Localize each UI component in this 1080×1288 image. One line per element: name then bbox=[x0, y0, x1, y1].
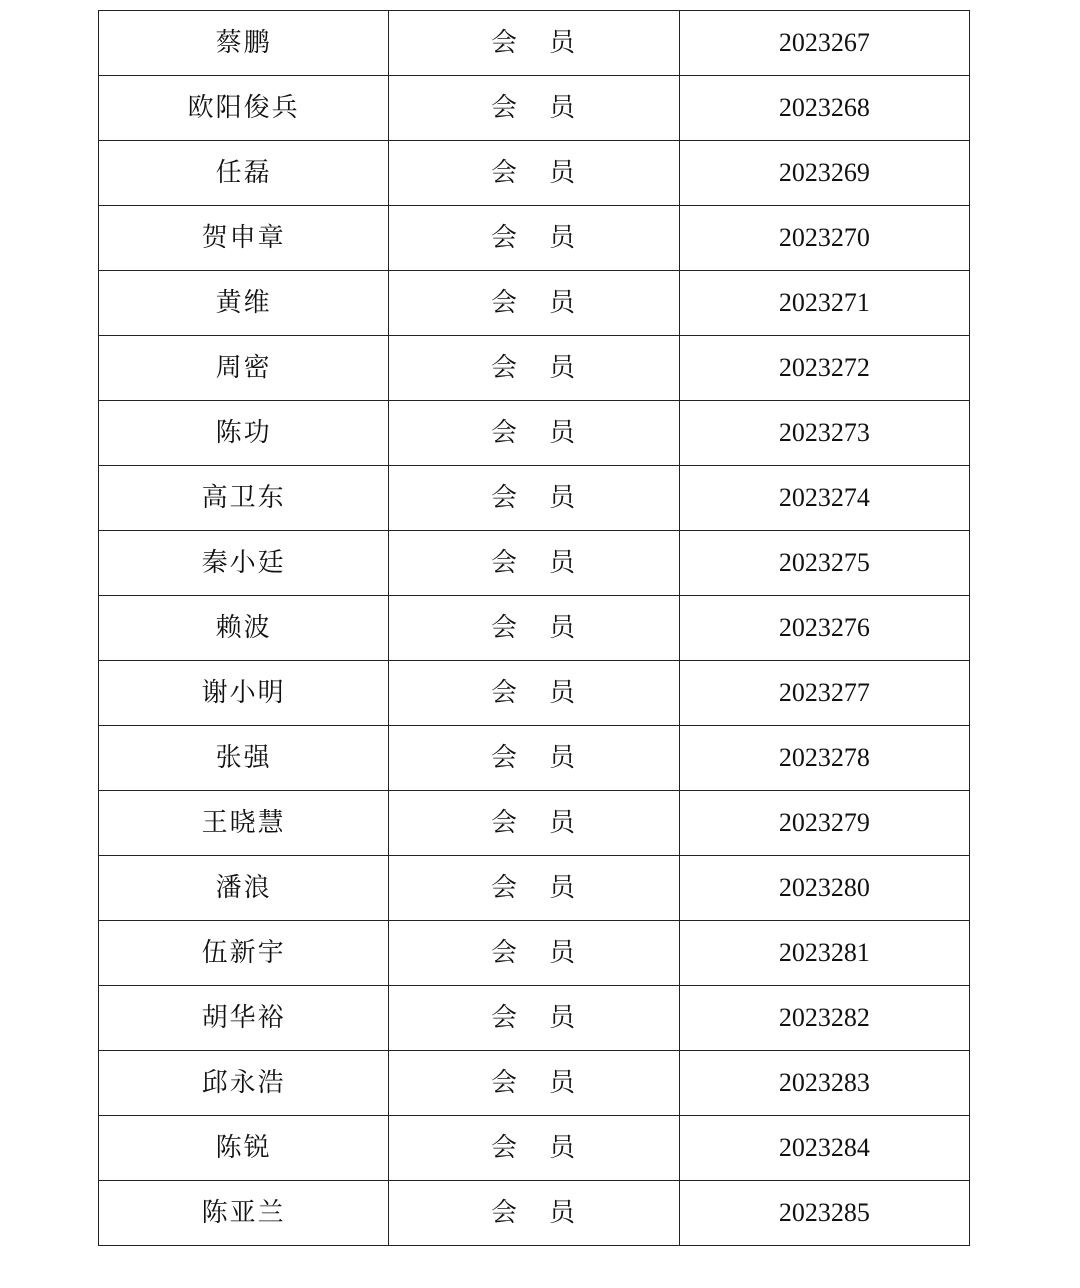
member-role-cell bbox=[389, 1181, 679, 1246]
member-id-cell: 2023268 bbox=[679, 76, 969, 141]
member-name-cell: 伍新宇 bbox=[99, 921, 389, 986]
member-role-char: 员 bbox=[548, 873, 577, 903]
member-role-char: 会 bbox=[490, 548, 519, 578]
member-name-cell: 高卫东 bbox=[99, 466, 389, 531]
member-name-cell: 胡华裕 bbox=[99, 986, 389, 1051]
table-row bbox=[99, 726, 970, 791]
member-id-cell: 2023281 bbox=[679, 921, 969, 986]
member-role-char: 会 bbox=[490, 678, 519, 708]
member-role-char: 员 bbox=[548, 418, 577, 448]
member-role-char: 员 bbox=[548, 28, 577, 58]
table-row bbox=[99, 1181, 970, 1246]
member-role-char: 员 bbox=[548, 1133, 577, 1163]
member-role-cell bbox=[389, 11, 679, 76]
member-role-char: 会 bbox=[490, 613, 519, 643]
member-role-cell bbox=[389, 856, 679, 921]
member-name-cell: 邱永浩 bbox=[99, 1051, 389, 1116]
member-role-char: 员 bbox=[548, 1003, 577, 1033]
table-row bbox=[99, 1116, 970, 1181]
member-role-char: 会 bbox=[490, 223, 519, 253]
table-row bbox=[99, 141, 970, 206]
member-name-cell: 蔡鹏 bbox=[99, 11, 389, 76]
member-role-char: 员 bbox=[548, 223, 577, 253]
member-name-cell: 谢小明 bbox=[99, 661, 389, 726]
table-row bbox=[99, 1051, 970, 1116]
table-row bbox=[99, 661, 970, 726]
member-role-cell bbox=[389, 791, 679, 856]
member-role-char: 员 bbox=[548, 548, 577, 578]
table-row bbox=[99, 856, 970, 921]
member-role-char: 员 bbox=[548, 1068, 577, 1098]
member-name-cell: 陈锐 bbox=[99, 1116, 389, 1181]
member-role-char: 员 bbox=[548, 158, 577, 188]
member-role-cell bbox=[389, 336, 679, 401]
member-role-char: 员 bbox=[548, 678, 577, 708]
member-table bbox=[98, 10, 970, 1246]
member-role-char: 会 bbox=[490, 808, 519, 838]
member-role-cell bbox=[389, 466, 679, 531]
member-name-cell: 黄维 bbox=[99, 271, 389, 336]
member-role-cell bbox=[389, 596, 679, 661]
member-id-cell: 2023283 bbox=[679, 1051, 969, 1116]
member-id-cell: 2023271 bbox=[679, 271, 969, 336]
member-id-cell: 2023273 bbox=[679, 401, 969, 466]
table-row bbox=[99, 76, 970, 141]
member-id-cell: 2023267 bbox=[679, 11, 969, 76]
member-role-char: 会 bbox=[490, 1068, 519, 1098]
member-role-char: 员 bbox=[548, 483, 577, 513]
member-id-cell: 2023274 bbox=[679, 466, 969, 531]
member-role-cell bbox=[389, 141, 679, 206]
member-id-cell: 2023279 bbox=[679, 791, 969, 856]
member-role-char: 会 bbox=[490, 1003, 519, 1033]
table-row bbox=[99, 336, 970, 401]
member-role-char: 会 bbox=[490, 1198, 519, 1228]
member-name-cell: 秦小廷 bbox=[99, 531, 389, 596]
member-name-cell: 任磊 bbox=[99, 141, 389, 206]
member-role-char: 员 bbox=[548, 808, 577, 838]
member-table-body bbox=[99, 11, 970, 1246]
member-name-cell: 欧阳俊兵 bbox=[99, 76, 389, 141]
member-role-char: 会 bbox=[490, 353, 519, 383]
member-role-cell bbox=[389, 206, 679, 271]
member-role-char: 会 bbox=[490, 483, 519, 513]
member-id-cell: 2023276 bbox=[679, 596, 969, 661]
member-id-cell: 2023269 bbox=[679, 141, 969, 206]
member-name-cell: 陈功 bbox=[99, 401, 389, 466]
member-role-char: 员 bbox=[548, 1198, 577, 1228]
member-role-char: 员 bbox=[548, 93, 577, 123]
table-row bbox=[99, 921, 970, 986]
member-role-char: 会 bbox=[490, 873, 519, 903]
member-id-cell: 2023275 bbox=[679, 531, 969, 596]
table-row bbox=[99, 596, 970, 661]
member-role-char: 会 bbox=[490, 93, 519, 123]
member-id-cell: 2023272 bbox=[679, 336, 969, 401]
member-role-cell bbox=[389, 1051, 679, 1116]
member-role-char: 会 bbox=[490, 1133, 519, 1163]
member-role-char: 员 bbox=[548, 743, 577, 773]
member-name-cell: 潘浪 bbox=[99, 856, 389, 921]
member-id-cell: 2023282 bbox=[679, 986, 969, 1051]
member-role-char: 会 bbox=[490, 938, 519, 968]
table-row bbox=[99, 271, 970, 336]
member-role-cell bbox=[389, 531, 679, 596]
member-name-cell: 王晓慧 bbox=[99, 791, 389, 856]
member-id-cell: 2023280 bbox=[679, 856, 969, 921]
table-row bbox=[99, 791, 970, 856]
member-name-cell: 陈亚兰 bbox=[99, 1181, 389, 1246]
member-role-cell bbox=[389, 76, 679, 141]
member-role-char: 会 bbox=[490, 158, 519, 188]
member-id-cell: 2023285 bbox=[679, 1181, 969, 1246]
table-row bbox=[99, 531, 970, 596]
table-row bbox=[99, 11, 970, 76]
member-role-char: 会 bbox=[490, 743, 519, 773]
table-row bbox=[99, 206, 970, 271]
member-name-cell: 周密 bbox=[99, 336, 389, 401]
member-role-cell bbox=[389, 661, 679, 726]
table-row bbox=[99, 466, 970, 531]
member-name-cell: 赖波 bbox=[99, 596, 389, 661]
member-role-cell bbox=[389, 726, 679, 791]
member-role-cell bbox=[389, 271, 679, 336]
member-role-cell bbox=[389, 1116, 679, 1181]
table-row bbox=[99, 401, 970, 466]
member-name-cell: 张强 bbox=[99, 726, 389, 791]
member-role-cell bbox=[389, 921, 679, 986]
member-role-char: 会 bbox=[490, 288, 519, 318]
table-row bbox=[99, 986, 970, 1051]
member-role-char: 会 bbox=[490, 418, 519, 448]
member-id-cell: 2023277 bbox=[679, 661, 969, 726]
member-role-char: 员 bbox=[548, 613, 577, 643]
member-id-cell: 2023278 bbox=[679, 726, 969, 791]
member-role-cell bbox=[389, 986, 679, 1051]
member-id-cell: 2023270 bbox=[679, 206, 969, 271]
member-name-cell: 贺申章 bbox=[99, 206, 389, 271]
member-role-char: 员 bbox=[548, 353, 577, 383]
member-role-char: 会 bbox=[490, 28, 519, 58]
member-role-cell bbox=[389, 401, 679, 466]
member-role-char: 员 bbox=[548, 288, 577, 318]
member-role-char: 员 bbox=[548, 938, 577, 968]
member-id-cell: 2023284 bbox=[679, 1116, 969, 1181]
